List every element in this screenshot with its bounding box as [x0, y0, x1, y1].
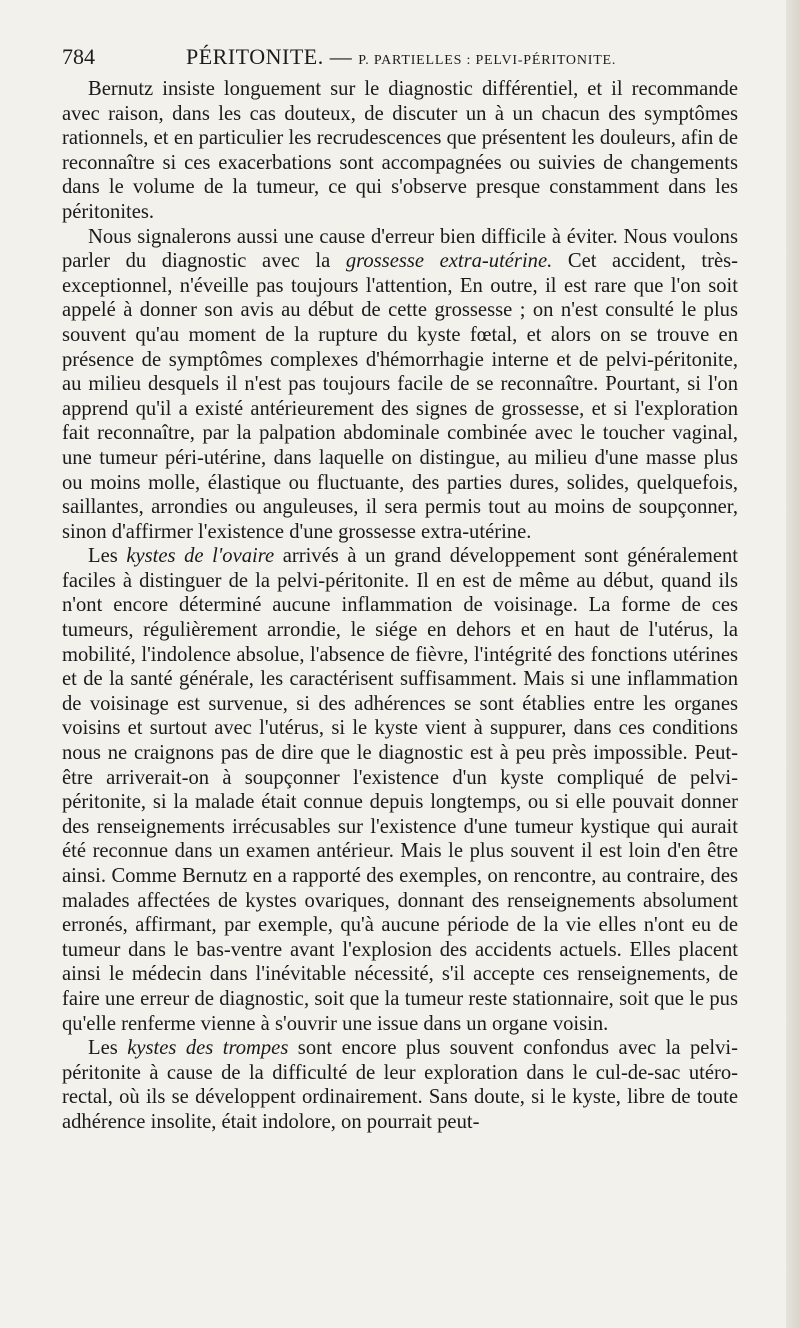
emphasis-term: grossesse extra-utérine.	[345, 250, 553, 273]
paragraph-grossesse-extra-uterine	[62, 225, 738, 545]
page-number: 784	[62, 44, 95, 69]
paragraph-text: Les	[88, 1037, 128, 1060]
emphasis-term: kystes de l'ovaire	[126, 545, 275, 568]
paragraph-diagnostic-differentiel	[62, 77, 738, 225]
paragraph-kystes-ovaire	[62, 544, 738, 1036]
paragraph-text: Les	[88, 545, 127, 568]
paragraph-kystes-trompes	[62, 1036, 738, 1134]
body-text	[62, 77, 738, 1135]
paragraph-text: Bernutz insiste longuement sur le diagnostic différentiel, et il recommande avec raison, dans les cas douteux, de discuter un à un chacun des symptômes rationnels, et en particulier les recrudescences que présentent les douleurs, afin de reconnaître si ces exacerbations sont accompagnées ou suivies de changements dans le volume de la tumeur, ce qui s'observe presque constamment dans les péritonites.	[62, 78, 738, 223]
emphasis-term: kystes des trompes	[127, 1037, 289, 1060]
paragraph-text: sont encore plus souvent confondus avec la pelvi-péritonite à cause de la difficulté de leur exploration dans le cul-de-sac utéro-rectal, où ils se développent ordinairement. Sans doute, si le kyste, libre de toute adhérence insolite, était indolore, on pourrait peut-	[62, 1037, 739, 1133]
paragraph-text: arrivés à un grand développement sont généralement faciles à distinguer de la pelvi-péritonite. Il en est de même au début, quand ils n'ont encore déterminé aucune inflammation de voisinage. La forme de ces tumeurs, régulièrement arrondie, le siége en dehors et en haut de l'utérus, la mobilité, l'indolence absolue, l'absence de fièvre, l'intégrité des fonctions utérines et de la santé générale, les caractérisent suffisamment. Mais si une inflammation de voisinage est survenue, si des adhérences se sont établies entre les organes voisins et surtout avec l'utérus, si le kyste vient à suppurer, dans ces conditions nous ne craignons pas de dire que le diagnostic est à peu près impossible. Peut-être arriverait-on à soupçonner l'existence d'un kyste compliqué de pelvi-péritonite, si la malade était connue depuis longtemps, ou si elle pouvait donner des renseignements irrécusables sur l'existence d'une tumeur kystique qui aurait été reconnue dans un examen antérieur. Mais le plus souvent il est loin d'en être ainsi. Comme Bernutz en a rapporté des exemples, on rencontre, au contraire, des malades affectées de kystes ovariques, donnant des renseignements absolument erronés, affirmant, par exemple, qu'à aucune période de la vie elles n'ont eu de tumeur dans le bas-ventre avant l'explosion des accidents actuels. Elles placent ainsi le médecin dans l'inévitable nécessité, s'il accepte ces renseignements, de faire une erreur de diagnostic, soit que la tumeur reste stationnaire, soit que le pus qu'elle renferme vienne à s'ouvrir une issue dans un organe voisin.	[62, 545, 738, 1035]
paragraph-text: Cet accident, très-exceptionnel, n'éveille pas toujours l'attention, En outre, il est rare que l'on soit appelé à donner son avis au début de cette grossesse ; on n'est consulté le plus souvent qu'au moment de la rupture du kyste fœtal, et alors on se trouve en présence de symptômes complexes d'hémorrhagie interne et de pelvi-péritonite, au milieu desquels il n'est pas toujours facile de se reconnaître. Pourtant, si l'on apprend qu'il a existé antérieurement des signes de grossesse, et si l'exploration fait reconnaître, par la palpation abdominale combinée avec le toucher vaginal, une tumeur péri-utérine, dans laquelle on distingue, au milieu d'une masse plus ou moins molle, élastique ou fluctuante, des parties dures, solides, quelquefois, saillantes, arrondies ou anguleuses, il sera permis tout au moins de soupçonner, sinon d'affirmer l'existence d'une grossesse extra-utérine.	[62, 250, 738, 543]
page-edge	[786, 0, 800, 1328]
paragraph-text: Nous signalerons aussi une cause d'erreur bien difficile à éviter. Nous voulons parler du diagnostic avec la	[62, 225, 738, 273]
running-head-dash: —	[323, 44, 359, 69]
running-header	[62, 40, 752, 76]
running-head-main: PÉRITONITE.	[186, 44, 324, 69]
running-head-sub: P. PARTIELLES : PELVI-PÉRITONITE.	[358, 53, 617, 68]
running-head	[186, 44, 616, 70]
